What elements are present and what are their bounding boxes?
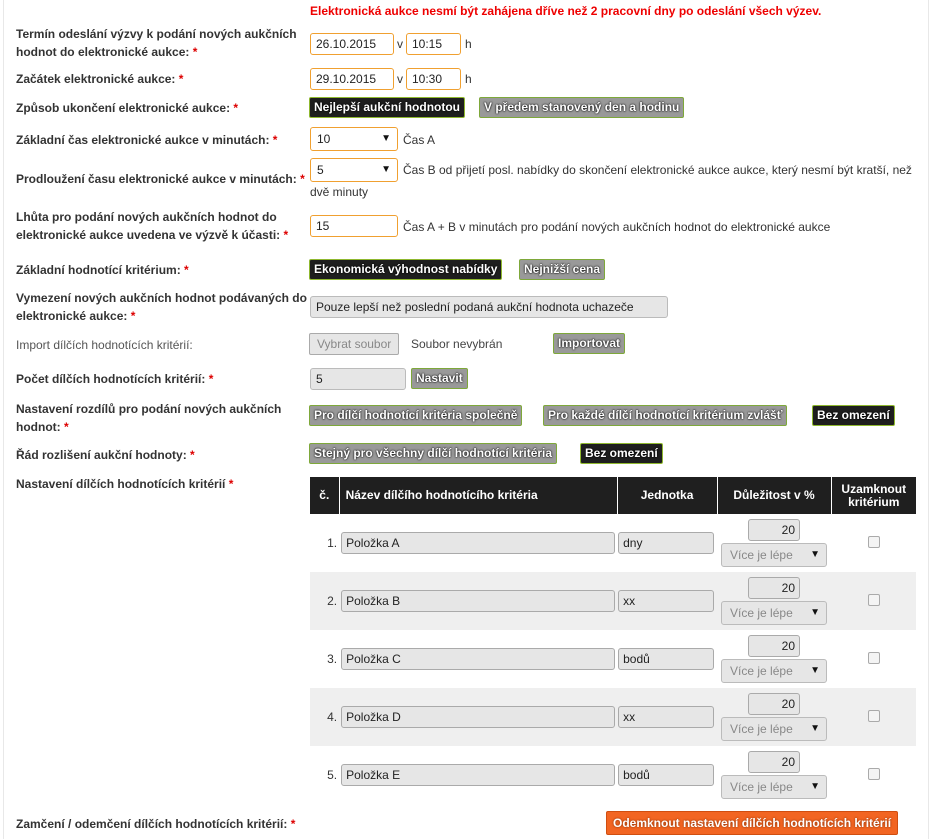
zacatek-time-input[interactable]: 10:30 <box>406 68 461 90</box>
zakladni-cas-select[interactable]: 10 ▼ <box>310 127 398 151</box>
criterion-weight-input[interactable]: 20 <box>748 693 800 715</box>
lock-checkbox[interactable] <box>868 652 880 664</box>
lhuta-note: Čas A + B v minutách pro podání nových aukčních hodnot do elektronické aukce <box>403 220 831 234</box>
warning-text: Elektronická aukce nesmí být zahájena dříve než 2 pracovní dny po odeslání všech výzev. <box>310 4 822 18</box>
zakladni-cas-label: Základní čas elektronické aukce v minutách: * <box>16 133 278 147</box>
vymezeni-input[interactable]: Pouze lepší než poslední podaná aukční hodnota uchazeče <box>310 296 668 318</box>
row-unit-cell <box>617 630 717 688</box>
criterion-name-input[interactable]: Položka C <box>341 648 615 670</box>
nastavit-button[interactable]: Nastavit <box>411 368 468 389</box>
row-number: 2. <box>310 572 339 630</box>
pocet-input[interactable]: 5 <box>310 368 406 390</box>
criterion-direction-select[interactable]: Více je lépe ▼ <box>721 543 827 567</box>
zacatek-h-text: h <box>465 72 472 86</box>
rozdily-spolecne-button[interactable]: Pro dílčí hodnotící kritéria společně <box>309 405 522 426</box>
zpusob-label: Způsob ukončení elektronické aukce: * <box>16 101 239 115</box>
rozdily-bez-omezeni-button[interactable]: Bez omezení <box>812 405 895 426</box>
import-label: Import dílčích hodnotících kritérií: <box>16 338 193 352</box>
prodlouzeni-note-1: Čas B od přijetí posl. nabídky do skončení elektronické aukce aukce, který nesmí být kratší, než <box>403 163 912 177</box>
criterion-unit-input[interactable]: bodů <box>618 764 714 786</box>
zacatek-label: Začátek elektronické aukce: * <box>16 72 184 86</box>
criterion-unit-input[interactable]: bodů <box>618 648 714 670</box>
row-lock-cell <box>831 746 916 804</box>
prodlouzeni-select[interactable]: 5 ▼ <box>310 158 398 182</box>
kriterium-label: Základní hodnotící kritérium: * <box>16 263 189 277</box>
row-unit-cell <box>617 746 717 804</box>
criterion-direction-select[interactable]: Více je lépe ▼ <box>721 717 827 741</box>
row-lock-cell <box>831 572 916 630</box>
prodlouzeni-note-2: dvě minuty <box>310 185 369 199</box>
col-weight-header: Důležitost v % <box>717 477 831 514</box>
criterion-unit-input[interactable]: dny <box>618 532 714 554</box>
col-number-header: č. <box>310 477 339 514</box>
table-row <box>310 630 916 688</box>
zacatek-date-input[interactable]: 29.10.2015 <box>310 68 394 90</box>
table-row <box>310 746 916 804</box>
termin-v-text: v <box>397 37 403 51</box>
rozdily-zvlast-button[interactable]: Pro každé dílčí hodnotící kritérium zvlášť <box>543 405 787 426</box>
row-weight-cell <box>717 514 831 572</box>
row-name-cell <box>339 572 617 630</box>
lock-checkbox[interactable] <box>868 710 880 722</box>
table-row <box>310 688 916 746</box>
termin-label: Termín odeslání výzvy k podání nových aukčních hodnot do elektronické aukce: * <box>16 27 297 59</box>
chevron-down-icon: ▼ <box>810 549 821 560</box>
zamceni-label: Zamčení / odemčení dílčích hodnotících kritérií: * <box>16 817 296 831</box>
row-name-cell <box>339 688 617 746</box>
row-number: 5. <box>327 768 338 782</box>
row-unit-cell <box>617 572 717 630</box>
criterion-direction-select[interactable]: Více je lépe ▼ <box>721 775 827 799</box>
col-unit-header: Jednotka <box>617 477 717 514</box>
row-lock-cell <box>831 514 916 572</box>
criterion-name-input[interactable]: Položka B <box>341 590 615 612</box>
zacatek-v-text: v <box>397 72 403 86</box>
rad-stejny-button[interactable]: Stejný pro všechny dílčí hodnotící kritéria <box>309 443 557 464</box>
chevron-down-icon: ▼ <box>381 133 391 144</box>
row-unit-cell <box>617 514 717 572</box>
row-lock-cell <box>831 630 916 688</box>
table-row <box>310 572 916 630</box>
row-number: 1. <box>327 536 338 550</box>
kriterium-nejnizsi-button[interactable]: Nejnižší cena <box>519 259 605 280</box>
criterion-direction-select[interactable]: Více je lépe ▼ <box>721 601 827 625</box>
chevron-down-icon: ▼ <box>810 723 821 734</box>
lhuta-input[interactable]: 15 <box>310 215 398 237</box>
odemknout-button[interactable]: Odemknout nastavení dílčích hodnotících kritérií <box>606 811 898 835</box>
rozdily-label: Nastavení rozdílů pro podání nových aukčních hodnot: * <box>16 402 282 434</box>
criterion-unit-input[interactable]: xx <box>618 590 714 612</box>
row-name-cell <box>339 514 617 572</box>
col-name-header: Název dílčího hodnotícího kritéria <box>339 477 617 514</box>
zpusob-predem-button[interactable]: V předem stanovený den a hodinu <box>479 97 684 118</box>
criterion-unit-input[interactable]: xx <box>618 706 714 728</box>
criteria-table <box>310 477 916 804</box>
row-number: 4. <box>310 688 339 746</box>
criterion-weight-input[interactable]: 20 <box>748 635 800 657</box>
vymezeni-label: Vymezení nových aukčních hodnot podávaných do elektronické aukce: * <box>16 291 307 323</box>
row-weight-cell <box>717 572 831 630</box>
row-weight-cell <box>717 630 831 688</box>
file-select-button[interactable]: Vybrat soubor <box>309 333 399 355</box>
table-row <box>310 514 916 572</box>
row-number: 3. <box>327 652 338 666</box>
file-status-text: Soubor nevybrán <box>411 337 503 351</box>
lhuta-label: Lhůta pro podání nových aukčních hodnot do elektronické aukce uvedena ve výzvě k účasti: * <box>16 210 289 242</box>
lock-checkbox[interactable] <box>868 536 880 548</box>
chevron-down-icon: ▼ <box>810 781 821 792</box>
criterion-direction-select[interactable]: Více je lépe ▼ <box>721 659 827 683</box>
row-name-cell <box>339 746 617 804</box>
chevron-down-icon: ▼ <box>810 607 821 618</box>
termin-h-text: h <box>465 37 472 51</box>
rad-label: Řád rozlišení aukční hodnoty: * <box>16 448 195 462</box>
criterion-weight-input[interactable]: 20 <box>748 519 800 541</box>
kriterium-ekonomicka-button[interactable]: Ekonomická výhodnost nabídky <box>309 259 502 280</box>
criterion-name-input[interactable]: Položka E <box>341 764 615 786</box>
row-weight-cell <box>717 688 831 746</box>
termin-time-input[interactable]: 10:15 <box>406 33 461 55</box>
criterion-name-input[interactable]: Položka A <box>341 532 615 554</box>
col-lock-header: Uzamknout kritérium <box>831 477 916 514</box>
row-weight-cell <box>717 746 831 804</box>
row-lock-cell <box>831 688 916 746</box>
row-name-cell <box>339 630 617 688</box>
criterion-weight-input[interactable]: 20 <box>748 751 800 773</box>
pocet-label: Počet dílčích hodnotících kritérií: * <box>16 372 214 386</box>
import-button[interactable]: Importovat <box>553 333 625 354</box>
zakladni-cas-note: Čas A <box>403 133 436 147</box>
nastaveni-label: Nastavení dílčích hodnotících kritérií * <box>16 477 234 491</box>
criterion-name-input[interactable]: Položka D <box>341 706 615 728</box>
chevron-down-icon: ▼ <box>381 164 391 175</box>
rad-bez-omezeni-button[interactable]: Bez omezení <box>580 443 663 464</box>
row-unit-cell <box>617 688 717 746</box>
prodlouzeni-label: Prodloužení času elektronické aukce v minutách: * <box>16 172 305 186</box>
lock-checkbox[interactable] <box>868 594 880 606</box>
termin-date-input[interactable]: 26.10.2015 <box>310 33 394 55</box>
zpusob-nejlepsi-button[interactable]: Nejlepší aukční hodnotou <box>309 97 465 118</box>
criterion-weight-input[interactable]: 20 <box>748 577 800 599</box>
lock-checkbox[interactable] <box>868 768 880 780</box>
chevron-down-icon: ▼ <box>810 665 821 676</box>
